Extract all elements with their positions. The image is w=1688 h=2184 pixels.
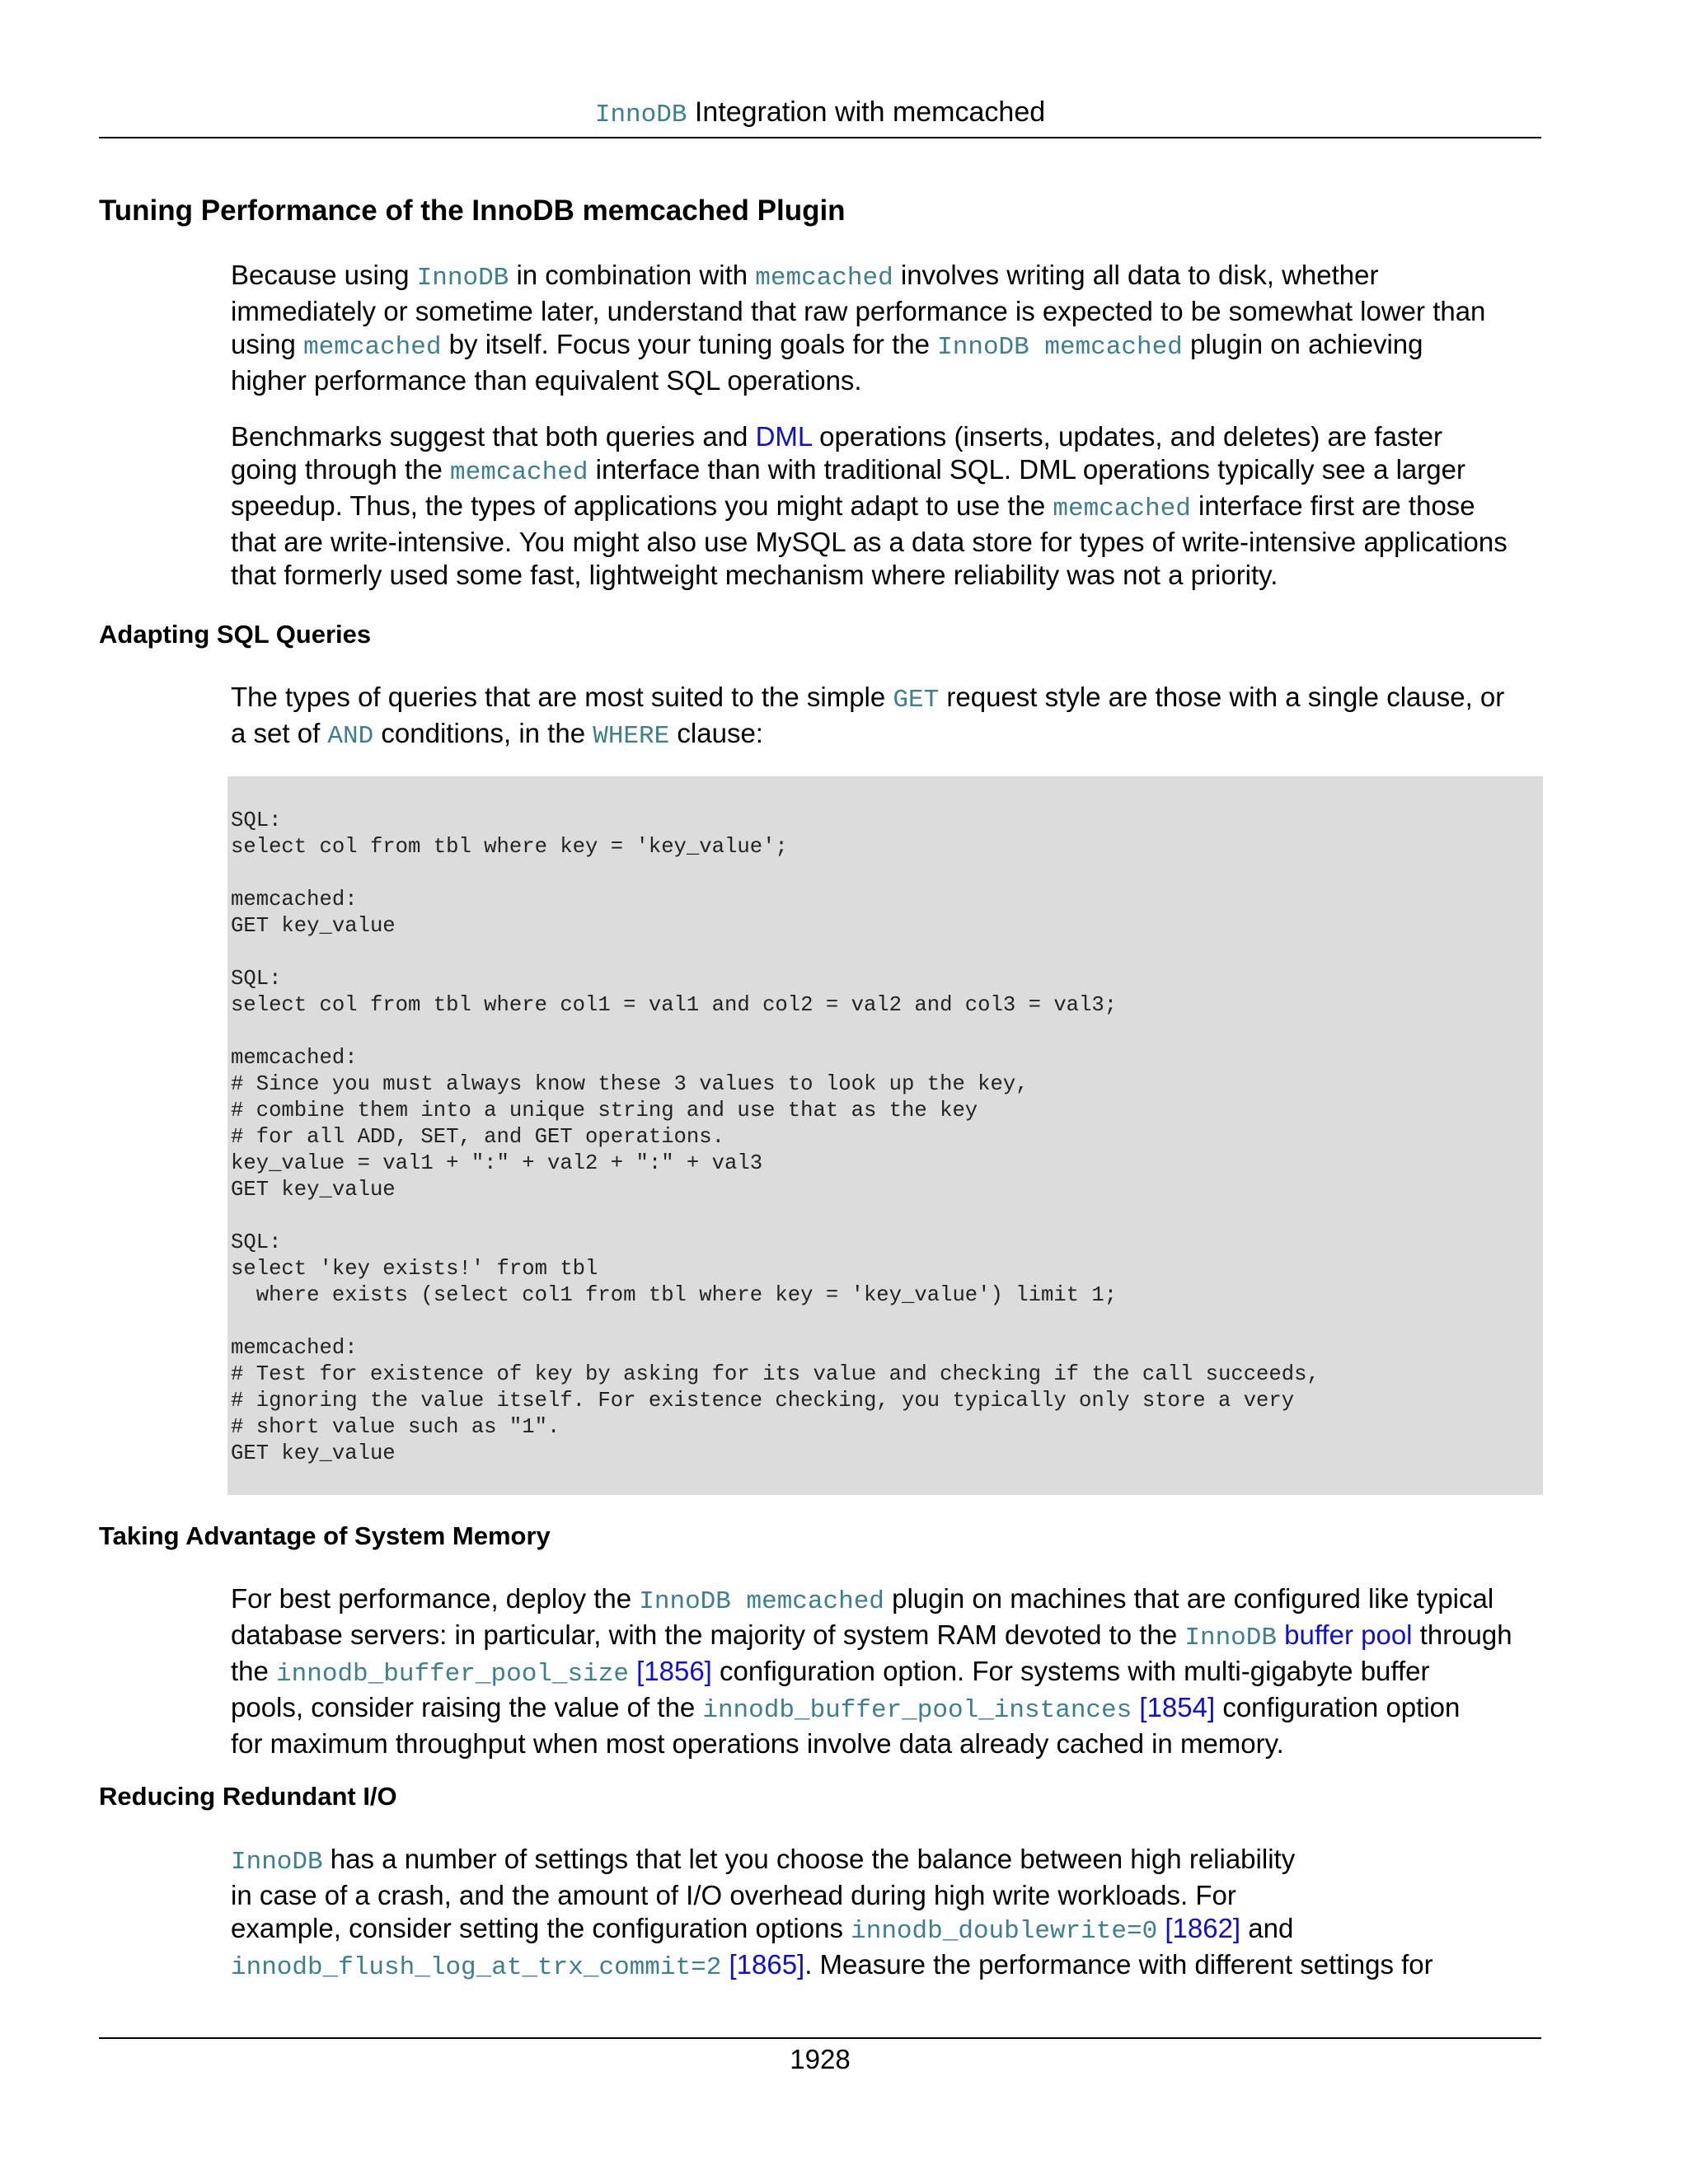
text-line: [231, 1912, 1550, 1948]
code-line: # Since you must always know these 3 values to look up the key,: [231, 1072, 1029, 1096]
code-line: [231, 1203, 1540, 1230]
inline-code: InnoDB: [1184, 1624, 1277, 1652]
code-example-block: [227, 776, 1543, 1495]
section-title: Tuning Performance of the InnoDB memcached Plugin: [99, 194, 846, 227]
text-run: interface than with traditional SQL. DML operations typically see a larger: [588, 454, 1465, 485]
code-line: # for all ADD, SET, and GET operations.: [231, 1125, 724, 1149]
code-line: [231, 1309, 1540, 1335]
text-run: conditions, in the: [373, 718, 593, 748]
text-run: a set of: [231, 718, 328, 748]
inline-code: memcached: [755, 264, 893, 293]
text-run: database servers: in particular, with the majority of system RAM devoted to the: [231, 1619, 1185, 1650]
text-run: using: [231, 329, 304, 359]
code-line: select col from tbl where col1 = val1 and col2 = val2 and col3 = val3;: [231, 993, 1118, 1017]
text-line: [231, 328, 1550, 364]
text-run: For best performance, deploy the: [231, 1583, 640, 1614]
code-line: select col from tbl where key = 'key_value';: [231, 835, 788, 859]
text-run: Benchmarks suggest that both queries and: [231, 421, 756, 452]
text-line: [231, 1948, 1550, 1985]
text-run: immediately or sometime later, understand that raw performance is expected to be somewhat lower than: [231, 296, 1486, 326]
text-line: [231, 717, 1550, 753]
text-run: the: [231, 1656, 277, 1686]
code-line: SQL:: [231, 808, 282, 832]
inline-code: memcached: [303, 333, 442, 362]
code-line: # short value such as "1".: [231, 1415, 560, 1439]
text-run: by itself. Focus your tuning goals for the: [441, 329, 938, 359]
running-header: [99, 95, 1541, 133]
subsection-title-memory: Taking Advantage of System Memory: [99, 1521, 551, 1550]
text-line: [231, 295, 1550, 328]
io-paragraph: [231, 1843, 1550, 1985]
code-line: memcached:: [231, 1046, 358, 1070]
text-run: higher performance than equivalent SQL operations.: [231, 365, 862, 396]
text-line: [231, 490, 1550, 526]
text-line: [231, 1655, 1550, 1691]
code-line: [231, 940, 1540, 966]
text-line: [231, 559, 1550, 592]
cross-reference-link[interactable]: [1856]: [628, 1656, 712, 1686]
text-run: and: [1240, 1913, 1294, 1943]
text-run: plugin on achieving: [1182, 329, 1423, 359]
benchmarks-paragraph: [231, 420, 1550, 592]
text-line: [231, 420, 1550, 453]
inline-code: AND: [327, 722, 374, 751]
inline-code: innodb_buffer_pool_size: [276, 1660, 629, 1689]
text-run: operations (inserts, updates, and deletes) are faster: [812, 421, 1442, 452]
text-line: [231, 1727, 1550, 1760]
code-line: key_value = val1 + ":" + val2 + ":" + val3: [231, 1151, 763, 1175]
subsection-title-adapting: Adapting SQL Queries: [99, 620, 372, 649]
inline-code: innodb_doublewrite=0: [851, 1917, 1158, 1946]
code-line: # ignoring the value itself. For existence checking, you typically only store a very: [231, 1389, 1295, 1413]
text-run: that are write-intensive. You might also use MySQL as a data store for types of write-intensive applications: [231, 527, 1507, 557]
text-line: [231, 1691, 1550, 1727]
inline-code: memcached: [450, 458, 588, 487]
text-run: in combination with: [509, 260, 756, 290]
text-run: involves writing all data to disk, whether: [893, 260, 1379, 290]
text-run: request style are those with a single clause, or: [939, 682, 1505, 712]
text-run: interface first are those: [1190, 490, 1475, 521]
inline-code: innodb_flush_log_at_trx_commit=2: [231, 1953, 722, 1982]
memory-paragraph: [231, 1582, 1550, 1760]
code-line: [231, 860, 1540, 887]
text-run: pools, consider raising the value of the: [231, 1692, 703, 1722]
code-line: GET key_value: [231, 1178, 396, 1202]
code-line: select 'key exists!' from tbl: [231, 1257, 598, 1281]
cross-reference-link[interactable]: [1862]: [1157, 1913, 1241, 1943]
code-line: # Test for existence of key by asking for its value and checking if the call succeeds,: [231, 1362, 1320, 1386]
cross-reference-link[interactable]: buffer pool: [1276, 1619, 1413, 1650]
code-line: SQL:: [231, 1230, 282, 1254]
text-run: through: [1412, 1619, 1512, 1650]
code-line: # combine them into a unique string and use that as the key: [231, 1099, 978, 1122]
text-run: Because using: [231, 260, 417, 290]
text-run: going through the: [231, 454, 451, 485]
inline-code: GET: [893, 686, 940, 715]
text-run: that formerly used some fast, lightweight mechanism where reliability was not a priority.: [231, 560, 1278, 590]
code-line: memcached:: [231, 1336, 358, 1360]
text-run: configuration option. For systems with multi-gigabyte buffer: [711, 1656, 1430, 1686]
header-code-word: InnoDB: [594, 101, 687, 129]
page-number: 1928: [790, 2044, 851, 2074]
text-run: speedup. Thus, the types of applications you might adapt to use the: [231, 490, 1053, 521]
text-line: [231, 453, 1550, 490]
text-run: in case of a crash, and the amount of I/O overhead during high write workloads. For: [231, 1880, 1236, 1910]
cross-reference-link[interactable]: DML: [755, 421, 813, 452]
inline-code: InnoDB memcached: [937, 333, 1183, 362]
inline-code: InnoDB: [416, 264, 509, 293]
text-line: [231, 1619, 1550, 1655]
text-run: has a number of settings that let you choose the balance between high reliability: [322, 1844, 1296, 1874]
text-run: plugin on machines that are configured like typical: [884, 1583, 1494, 1614]
cross-reference-link[interactable]: [1865]: [721, 1949, 805, 1980]
code-line: GET key_value: [231, 1441, 396, 1465]
text-run: . Measure the performance with different settings for: [804, 1949, 1433, 1980]
code-line: where exists (select col1 from tbl where key = 'key_value') limit 1;: [231, 1283, 1118, 1307]
inline-code: InnoDB memcached: [639, 1587, 884, 1616]
text-line: [231, 681, 1550, 717]
inline-code: InnoDB: [231, 1848, 323, 1877]
adapting-paragraph: [231, 681, 1550, 753]
text-run: The types of queries that are most suited to the simple: [231, 682, 893, 712]
text-line: [231, 364, 1550, 397]
text-run: for maximum throughput when most operations involve data already cached in memory.: [231, 1728, 1284, 1759]
text-line: [231, 1843, 1550, 1879]
footer-rule: [99, 2037, 1541, 2039]
header-title: Integration with memcached: [694, 96, 1046, 128]
text-line: [231, 259, 1550, 295]
code-line: SQL:: [231, 967, 282, 991]
text-run: configuration option: [1215, 1692, 1461, 1722]
inline-code: WHERE: [593, 722, 670, 751]
intro-paragraph: [231, 259, 1550, 397]
header-rule: [99, 137, 1541, 138]
inline-code: memcached: [1053, 494, 1191, 523]
code-line: GET key_value: [231, 914, 396, 938]
text-line: [231, 1582, 1550, 1619]
text-run: clause:: [669, 718, 763, 748]
text-line: [231, 526, 1550, 559]
code-line: memcached:: [231, 888, 358, 912]
code-line: [231, 1019, 1540, 1045]
text-run: example, consider setting the configuration options: [231, 1913, 851, 1943]
subsection-title-io: Reducing Redundant I/O: [99, 1782, 397, 1811]
cross-reference-link[interactable]: [1854]: [1132, 1692, 1216, 1722]
text-line: [231, 1879, 1550, 1912]
inline-code: innodb_buffer_pool_instances: [702, 1696, 1132, 1725]
